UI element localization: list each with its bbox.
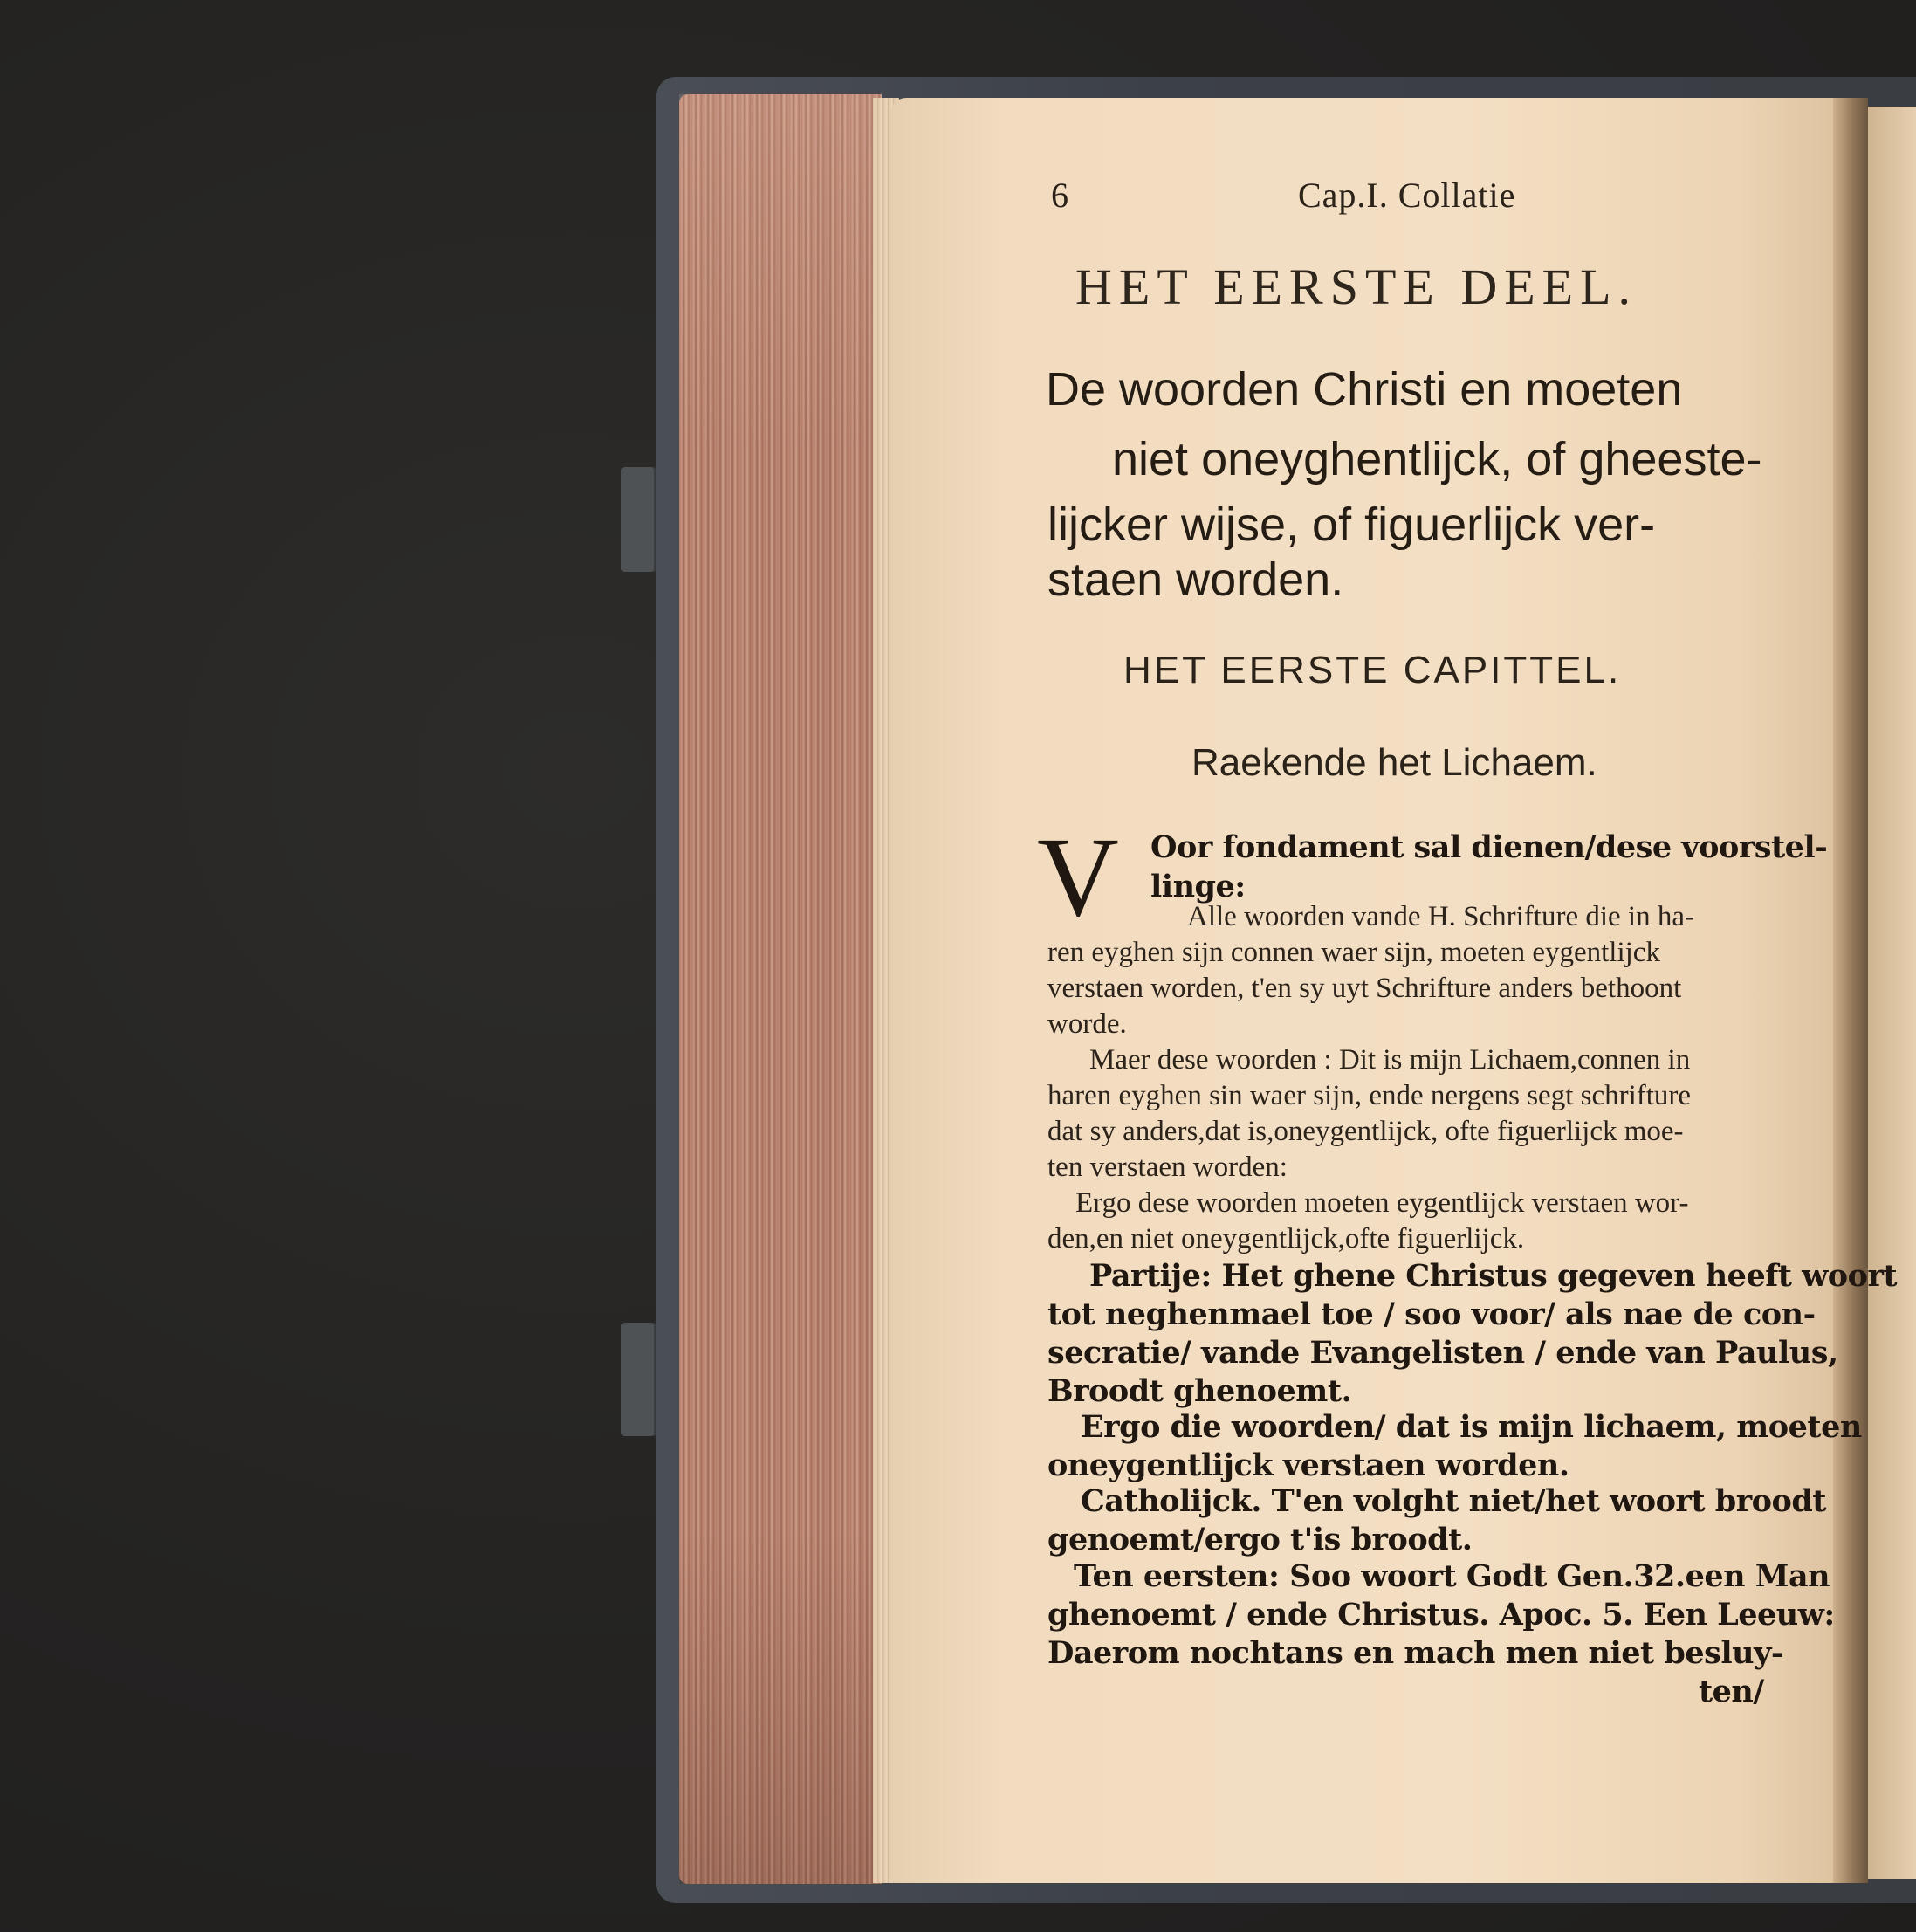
body-line-2: linge:: [1150, 869, 1246, 904]
body-line-14: tot neghenmael toe / soo voor/ als nae de con-: [1047, 1296, 1816, 1332]
body-line-17: Ergo die woorden/ dat is mijn lichaem, moeten: [1081, 1409, 1862, 1445]
page-edges: [679, 94, 882, 1884]
body-line-7: Maer dese woorden : Dit is mijn Lichaem,connen in: [1089, 1044, 1691, 1076]
page-number: 6: [1051, 175, 1069, 215]
drop-cap: V: [1037, 815, 1119, 940]
heading-line-4: staen worden.: [1047, 553, 1344, 606]
chapter-title: HET EERSTE CAPITTEL.: [1123, 649, 1622, 691]
heading-line-1: De woorden Christi en moeten: [1046, 363, 1683, 416]
clasp-upper: [621, 467, 656, 572]
body-line-15: secratie/ vande Evangelisten / ende van Paulus,: [1047, 1335, 1838, 1371]
facing-page-edge: [1868, 107, 1916, 1879]
body-line-1: Oor fondament sal dienen/dese voorstel-: [1150, 829, 1828, 865]
heading-line-3: lijcker wijse, of figuerlijck ver-: [1047, 498, 1656, 551]
body-line-6: worde.: [1047, 1008, 1127, 1040]
body-line-22: ghenoemt / ende Christus. Apoc. 5. Een Leeuw:: [1047, 1597, 1835, 1633]
page-gutter: [1833, 98, 1868, 1883]
body-line-16: Broodt ghenoemt.: [1047, 1373, 1352, 1409]
body-line-9: dat sy anders,dat is,oneygentlijck, ofte figuerlijck moe-: [1047, 1116, 1684, 1147]
body-line-20: genoemt/ergo t'is broodt.: [1047, 1522, 1473, 1557]
body-line-23: Daerom nochtans en mach men niet besluy-: [1047, 1635, 1783, 1671]
part-title: HET EERSTE DEEL.: [1075, 258, 1638, 315]
body-line-19: Catholijck. T'en volght niet/het woort broodt: [1081, 1483, 1826, 1519]
body-line-11: Ergo dese woorden moeten eygentlijck verstaen wor-: [1075, 1187, 1689, 1219]
body-line-12: den,en niet oneygentlijck,ofte figuerlijck.: [1047, 1223, 1525, 1255]
body-line-5: verstaen worden, t'en sy uyt Schrifture anders bethoont: [1047, 973, 1682, 1004]
body-line-13: Partije: Het ghene Christus gegeven heeft woort: [1089, 1258, 1898, 1294]
body-line-8: haren eyghen sin waer sijn, ende nergens segt schrifture: [1047, 1080, 1692, 1111]
running-header: Cap.I. Collatie: [1298, 175, 1516, 215]
body-line-10: ten verstaen worden:: [1047, 1152, 1288, 1183]
body-line-3: Alle woorden vande H. Schrifture die in ha-: [1187, 901, 1694, 932]
body-line-21: Ten eersten: Soo woort Godt Gen.32.een Man: [1074, 1558, 1830, 1594]
body-line-18: oneygentlijck verstaen worden.: [1047, 1447, 1569, 1483]
body-line-4: ren eyghen sijn connen waer sijn, moeten eygentlijck: [1047, 937, 1660, 968]
subheading: Raekende het Lichaem.: [1191, 741, 1597, 784]
heading-line-2: niet oneyghentlijck, of gheeste-: [1112, 433, 1762, 485]
clasp-lower: [621, 1323, 656, 1436]
body-line-24: ten/: [1699, 1674, 1764, 1709]
